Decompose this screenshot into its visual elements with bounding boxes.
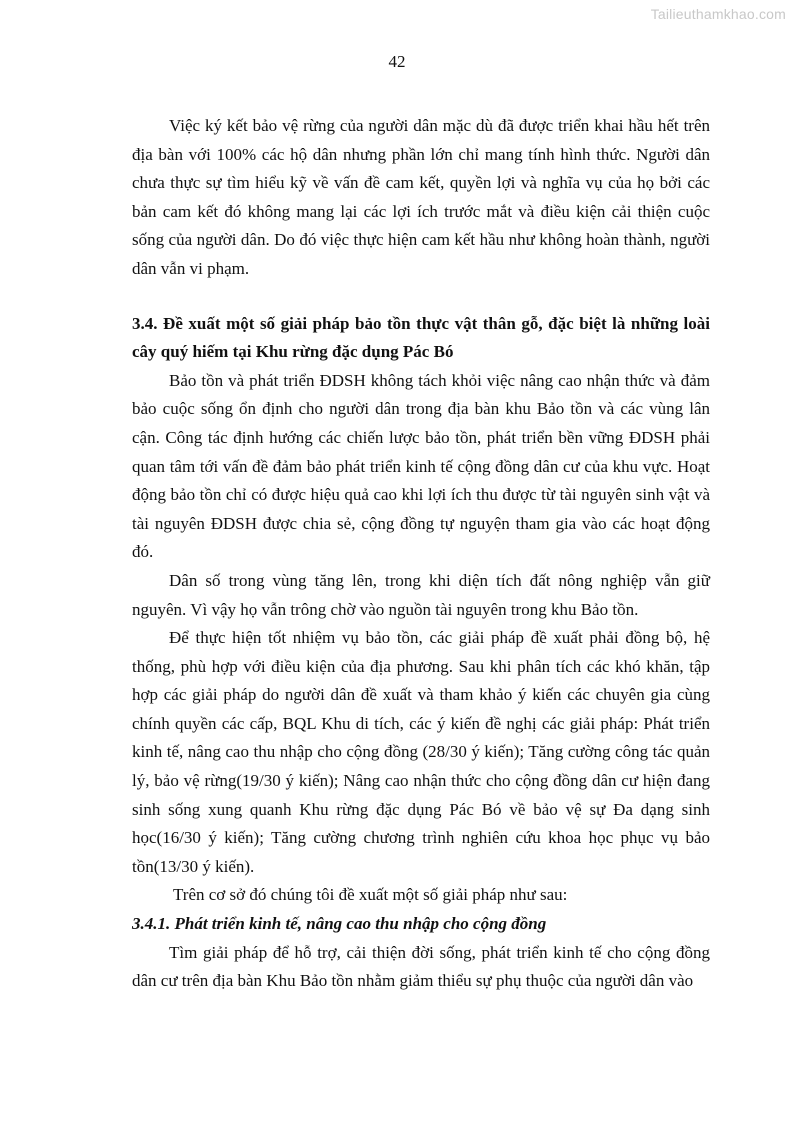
subsection-heading-3-4-1: 3.4.1. Phát triển kinh tế, nâng cao thu nhập cho cộng đồng bbox=[132, 914, 547, 934]
paragraph-proposal-intro: Trên cơ sở đó chúng tôi đề xuất một số giải pháp như sau: bbox=[173, 885, 568, 905]
paragraph-population: Dân số trong vùng tăng lên, trong khi diện tích đất nông nghiệp vẫn giữ nguyên. Vì vậy họ vẫn trông chờ vào nguồn tài nguyên trong khu Bảo tồn. bbox=[132, 570, 710, 619]
document-body bbox=[132, 112, 710, 996]
paragraph-commitment: Việc ký kết bảo vệ rừng của người dân mặc dù đã được triển khai hầu hết trên địa bàn với 100% các hộ dân nhưng phần lớn chỉ mang tính hình thức. Người dân chưa thực sự tìm hiểu kỹ về vấn đề cam kết, quyền lợi và nghĩa vụ của họ bởi các bản cam kết đó không mang lại các lợi ích trước mắt và điều kiện cải thiện cuộc sống của người dân. Do đó việc thực hiện cam kết hầu như không hoàn thành, người dân vẫn vi phạm. bbox=[132, 116, 710, 278]
section-heading-3-4: 3.4. Đề xuất một số giải pháp bảo tồn thực vật thân gỗ, đặc biệt là những loài cây quý hiếm tại Khu rừng đặc dụng Pác Bó bbox=[132, 313, 710, 362]
paragraph-conservation: Bảo tồn và phát triển ĐDSH không tách khỏi việc nâng cao nhận thức và đảm bảo cuộc sống ổn định cho người dân trong địa bàn khu Bảo tồn và các vùng lân cận. Công tác định hướng các chiến lược bảo tồn, phát triển bền vững ĐDSH phải quan tâm tới vấn đề đảm bảo phát triển kinh tế cộng đồng dân cư của khu vực. Hoạt động bảo tồn chỉ có được hiệu quả cao khi lợi ích thu được từ tài nguyên sinh vật và tài nguyên ĐDSH được chia sẻ, cộng đồng tự nguyện tham gia vào các hoạt động đó. bbox=[132, 370, 710, 562]
paragraph-solutions: Để thực hiện tốt nhiệm vụ bảo tồn, các giải pháp đề xuất phải đồng bộ, hệ thống, phù hợp với điều kiện của địa phương. Sau khi phân tích các khó khăn, tập hợp các giải pháp do người dân đề xuất và tham khảo ý kiến các chuyên gia cùng chính quyền các cấp, BQL Khu di tích, các ý kiến đề nghị các giải pháp: Phát triển kinh tế, nâng cao thu nhập cho cộng đồng (28/30 ý kiến); Tăng cường công tác quản lý, bảo vệ rừng(19/30 ý kiến); Nâng cao nhận thức cho cộng đồng dân cư hiện đang sinh sống xung quanh Khu rừng đặc dụng Pác Bó về bảo vệ sự Đa dạng sinh học(16/30 ý kiến); Tăng cường chương trình nghiên cứu khoa học phục vụ bảo tồn(13/30 ý kiến). bbox=[132, 628, 710, 876]
paragraph-economic-development: Tìm giải pháp để hỗ trợ, cải thiện đời sống, phát triển kinh tế cho cộng đồng dân cư trên địa bàn Khu Bảo tồn nhằm giảm thiểu sự phụ thuộc của người dân vào bbox=[132, 942, 710, 991]
page-number: 42 bbox=[388, 52, 406, 71]
watermark: Tailieuthamkhao.com bbox=[650, 6, 786, 22]
